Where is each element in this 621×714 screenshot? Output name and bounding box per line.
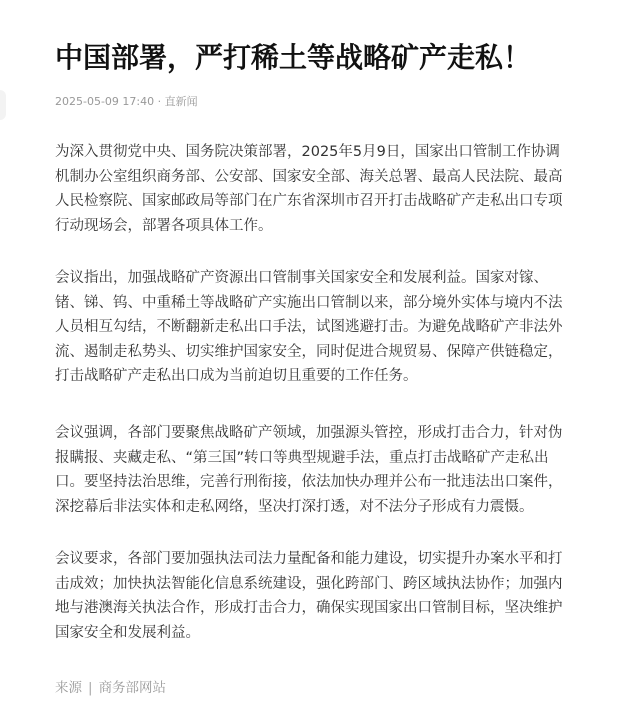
article-title: 中国部署，严打稀土等战略矿产走私！ — [55, 41, 532, 74]
paragraph-line: 为深入贯彻党中央、国务院决策部署，2025年5月9日，国家出口管制工作协调 — [55, 144, 560, 160]
article-source — [55, 678, 166, 698]
paragraph-line: 击成效；加快执法智能化信息系统建设，强化跨部门、跨区域执法协作；加强内 — [55, 575, 563, 592]
paragraph-2 — [55, 266, 605, 389]
source-name: 商务部网站 — [98, 680, 167, 696]
paragraph-1 — [55, 140, 605, 238]
paragraph-line: 打击战略矿产走私出口成为当前迫切且重要的工作任务。 — [55, 368, 418, 384]
paragraph-line: 深挖幕后非法实体和走私网络，坚决打深打透，对不法分子形成有力震慑。 — [55, 498, 534, 515]
paragraph-line: 报瞒报、夹藏走私、“第三国”转口等典型规避手法，重点打击战略矿产走私出 — [55, 449, 549, 466]
paragraph-line: 口。要坚持法治思维，完善行刑衔接，依法加快办理并公布一批违法出口案件， — [55, 474, 563, 490]
paragraph-line: 会议指出，加强战略矿产资源出口管制事关国家安全和发展利益。国家对镓、 — [55, 270, 548, 286]
paragraph-4 — [55, 547, 605, 645]
paragraph-line: 会议要求，各部门要加强执法司法力量配备和能力建设，切实提升办案水平和打 — [55, 551, 563, 567]
paragraph-3 — [55, 421, 605, 519]
source-separator: | — [88, 680, 93, 696]
source-label: 来源 — [55, 680, 82, 696]
paragraph-line: 机制办公室组织商务部、公安部、国家安全部、海关总署、最高人民法院、最高 — [55, 168, 563, 185]
paragraph-line: 人员相互勾结，不断翻新走私出口手法，试图逃避打击。为避免战略矿产非法外 — [55, 319, 563, 335]
paragraph-line: 人民检察院、国家邮政局等部门在广东省深圳市召开打击战略矿产走私出口专项 — [55, 193, 563, 209]
paragraph-line: 行动现场会，部署各项具体工作。 — [55, 217, 273, 234]
article-meta: 2025-05-09 17:40 · 直新闻 — [55, 95, 198, 108]
side-scroll-marker — [0, 90, 6, 120]
paragraph-line: 地与港澳海关执法合作，形成打击合力，确保实现国家出口管制目标，坚决维护 — [55, 600, 563, 616]
paragraph-line: 会议强调，各部门要聚焦战略矿产领域，加强源头管控，形成打击合力，针对伪 — [55, 425, 563, 441]
paragraph-line: 流、遏制走私势头、切实维护国家安全，同时促进合规贸易、保障产供链稳定， — [55, 343, 563, 360]
paragraph-line: 国家安全和发展利益。 — [55, 624, 200, 641]
paragraph-line: 锗、锑、钨、中重稀土等战略矿产实施出口管制以来，部分境外实体与境内不法 — [55, 294, 563, 311]
